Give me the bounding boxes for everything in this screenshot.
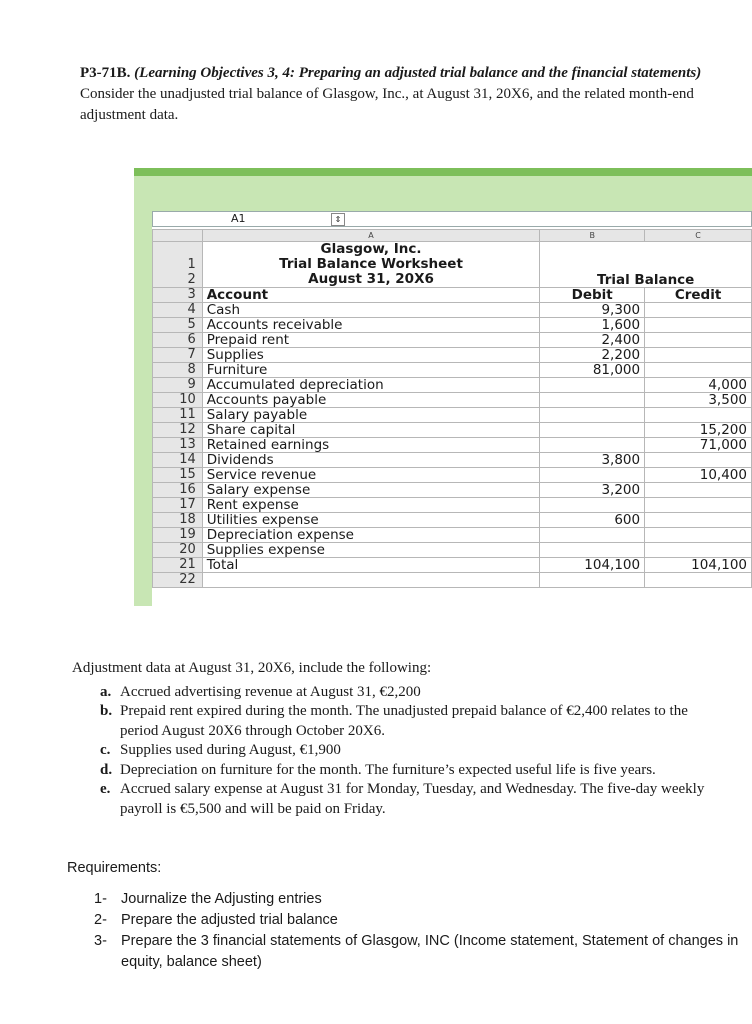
company-name: Glasgow, Inc. [320, 241, 422, 257]
debit-cell[interactable] [540, 498, 645, 513]
account-cell[interactable]: Retained earnings [202, 438, 540, 453]
table-row [153, 528, 752, 543]
adjustment-intro: Adjustment data at August 31, 20X6, include the following: [72, 660, 432, 676]
credit-cell[interactable]: 15,200 [645, 423, 752, 438]
sheet-title [202, 242, 540, 288]
row-number[interactable]: 20 [153, 543, 203, 558]
item-text: Prepaid rent expired during the month. The unadjusted prepaid balance of €2,400 relates to the period August 20X6 through October 20X6. [120, 703, 688, 739]
debit-cell[interactable] [540, 423, 645, 438]
credit-cell[interactable] [645, 483, 752, 498]
debit-cell[interactable]: 3,800 [540, 453, 645, 468]
list-item [100, 741, 722, 761]
row-number[interactable]: 9 [153, 378, 203, 393]
credit-cell[interactable]: 3,500 [645, 393, 752, 408]
trial-balance-grid [152, 229, 752, 588]
list-item [100, 780, 722, 819]
debit-cell[interactable]: 1,600 [540, 318, 645, 333]
row-number: 1 2 [153, 242, 203, 288]
col-header-b: B [540, 230, 645, 242]
credit-cell[interactable] [645, 408, 752, 423]
item-letter: c. [100, 742, 111, 758]
row-number[interactable]: 8 [153, 363, 203, 378]
debit-cell[interactable]: 81,000 [540, 363, 645, 378]
row-number[interactable]: 21 [153, 558, 203, 573]
account-cell[interactable]: Rent expense [202, 498, 540, 513]
row-number[interactable]: 19 [153, 528, 203, 543]
account-cell[interactable]: Utilities expense [202, 513, 540, 528]
table-row [153, 453, 752, 468]
table-row [153, 348, 752, 363]
account-cell[interactable]: Accumulated depreciation [202, 378, 540, 393]
table-row [153, 303, 752, 318]
debit-cell[interactable] [540, 438, 645, 453]
list-item [100, 761, 722, 781]
learning-objectives: (Learning Objectives 3, 4: Preparing an adjusted trial balance and the financial statements) [134, 65, 702, 81]
debit-cell[interactable] [540, 573, 645, 588]
credit-cell[interactable] [645, 333, 752, 348]
row-number[interactable]: 15 [153, 468, 203, 483]
credit-cell[interactable] [645, 303, 752, 318]
table-row [153, 468, 752, 483]
table-row [153, 393, 752, 408]
credit-cell[interactable] [645, 363, 752, 378]
account-cell[interactable]: Depreciation expense [202, 528, 540, 543]
table-row [153, 498, 752, 513]
debit-cell[interactable]: 3,200 [540, 483, 645, 498]
debit-cell[interactable] [540, 543, 645, 558]
item-letter: d. [100, 761, 113, 778]
credit-cell[interactable] [645, 348, 752, 363]
row-number[interactable]: 6 [153, 333, 203, 348]
debit-cell[interactable] [540, 408, 645, 423]
spreadsheet-image [134, 168, 752, 606]
problem-number: P3-71B. [80, 65, 131, 81]
credit-cell[interactable]: Credit [645, 288, 752, 303]
debit-cell[interactable]: 104,100 [540, 558, 645, 573]
account-cell[interactable]: Supplies expense [202, 543, 540, 558]
adjustment-data [72, 659, 722, 819]
list-item [100, 702, 722, 741]
spreadsheet [152, 211, 752, 607]
debit-cell[interactable]: 9,300 [540, 303, 645, 318]
row-number[interactable]: 14 [153, 453, 203, 468]
account-cell[interactable]: Accounts payable [202, 393, 540, 408]
worksheet-title: Trial Balance Worksheet [279, 256, 463, 272]
debit-cell[interactable] [540, 468, 645, 483]
item-letter: b. [100, 703, 113, 719]
list-item [94, 931, 752, 973]
debit-cell[interactable]: 2,400 [540, 333, 645, 348]
item-number: 3- [94, 933, 107, 949]
account-cell[interactable]: Share capital [202, 423, 540, 438]
debit-cell[interactable] [540, 378, 645, 393]
row-number[interactable]: 3 [153, 288, 203, 303]
account-cell[interactable]: Prepaid rent [202, 333, 540, 348]
item-text: Depreciation on furniture for the month. The furniture’s expected useful life is five years. [120, 761, 656, 778]
account-cell[interactable]: Supplies [202, 348, 540, 363]
table-row [153, 363, 752, 378]
stepper-icon[interactable]: ⇕ [331, 213, 345, 226]
account-cell[interactable]: Furniture [202, 363, 540, 378]
table-row [153, 558, 752, 573]
problem-statement [80, 63, 712, 126]
credit-cell[interactable]: 71,000 [645, 438, 752, 453]
trial-balance-header: Trial Balance [540, 242, 752, 288]
table-row [153, 288, 752, 303]
adjustment-list [72, 683, 722, 820]
credit-cell[interactable] [645, 318, 752, 333]
list-item [94, 910, 752, 931]
account-cell[interactable]: Dividends [202, 453, 540, 468]
row-number[interactable]: 18 [153, 513, 203, 528]
item-text: Prepare the adjusted trial balance [121, 912, 338, 928]
formula-bar [152, 211, 752, 227]
table-row [153, 483, 752, 498]
title-row [153, 242, 752, 288]
credit-cell[interactable] [645, 498, 752, 513]
column-header-row [153, 230, 752, 242]
table-row [153, 318, 752, 333]
worksheet-date: August 31, 20X6 [308, 271, 434, 287]
table-row [153, 333, 752, 348]
account-cell[interactable]: Accounts receivable [202, 318, 540, 333]
debit-cell[interactable] [540, 393, 645, 408]
credit-cell[interactable] [645, 573, 752, 588]
row-number[interactable]: 4 [153, 303, 203, 318]
account-cell[interactable]: Service revenue [202, 468, 540, 483]
credit-cell[interactable]: 4,000 [645, 378, 752, 393]
list-item [94, 889, 752, 910]
table-row [153, 573, 752, 588]
list-item [100, 683, 722, 703]
table-row [153, 438, 752, 453]
row-number[interactable]: 12 [153, 423, 203, 438]
account-cell[interactable]: Account [202, 288, 540, 303]
item-number: 1- [94, 891, 107, 907]
credit-cell[interactable] [645, 528, 752, 543]
requirements-list [67, 889, 752, 973]
item-text: Supplies used during August, €1,900 [120, 742, 341, 758]
credit-cell[interactable] [645, 543, 752, 558]
row-number[interactable]: 16 [153, 483, 203, 498]
row-number[interactable]: 7 [153, 348, 203, 363]
corner-cell [153, 230, 203, 242]
requirements-title: Requirements: [67, 860, 162, 876]
row-number[interactable]: 22 [153, 573, 203, 588]
row-number[interactable]: 17 [153, 498, 203, 513]
debit-cell[interactable]: 2,200 [540, 348, 645, 363]
account-cell[interactable]: Total [202, 558, 540, 573]
row-number[interactable]: 10 [153, 393, 203, 408]
col-header-c: C [645, 230, 752, 242]
credit-cell[interactable] [645, 513, 752, 528]
item-text: Prepare the 3 financial statements of Glasgow, INC (Income statement, Statement of changes in equity, balance sheet) [121, 933, 739, 970]
account-cell[interactable]: Salary payable [202, 408, 540, 423]
item-letter: e. [100, 781, 111, 797]
debit-cell[interactable]: 600 [540, 513, 645, 528]
table-row [153, 423, 752, 438]
item-number: 2- [94, 912, 107, 928]
problem-text: Consider the unadjusted trial balance of Glasgow, Inc., at August 31, 20X6, and the related month-end adjustment data. [80, 86, 694, 123]
item-text: Accrued salary expense at August 31 for Monday, Tuesday, and Wednesday. The five-day weekly payroll is €5,500 and will be paid on Friday. [120, 781, 705, 817]
account-cell[interactable]: Cash [202, 303, 540, 318]
col-header-a: A [202, 230, 540, 242]
item-text: Journalize the Adjusting entries [121, 891, 322, 907]
credit-cell[interactable]: 10,400 [645, 468, 752, 483]
debit-cell[interactable] [540, 528, 645, 543]
row-number[interactable]: 5 [153, 318, 203, 333]
item-letter: a. [100, 683, 112, 700]
name-box[interactable]: A1 [231, 212, 246, 225]
row-number[interactable]: 11 [153, 408, 203, 423]
credit-cell[interactable] [645, 453, 752, 468]
table-row [153, 378, 752, 393]
account-cell[interactable]: Salary expense [202, 483, 540, 498]
table-row [153, 408, 752, 423]
credit-cell[interactable]: 104,100 [645, 558, 752, 573]
row-number[interactable]: 13 [153, 438, 203, 453]
table-row [153, 543, 752, 558]
item-text: Accrued advertising revenue at August 31, €2,200 [120, 683, 421, 700]
requirements [67, 858, 752, 973]
table-row [153, 513, 752, 528]
debit-cell[interactable]: Debit [540, 288, 645, 303]
account-cell[interactable] [202, 573, 540, 588]
